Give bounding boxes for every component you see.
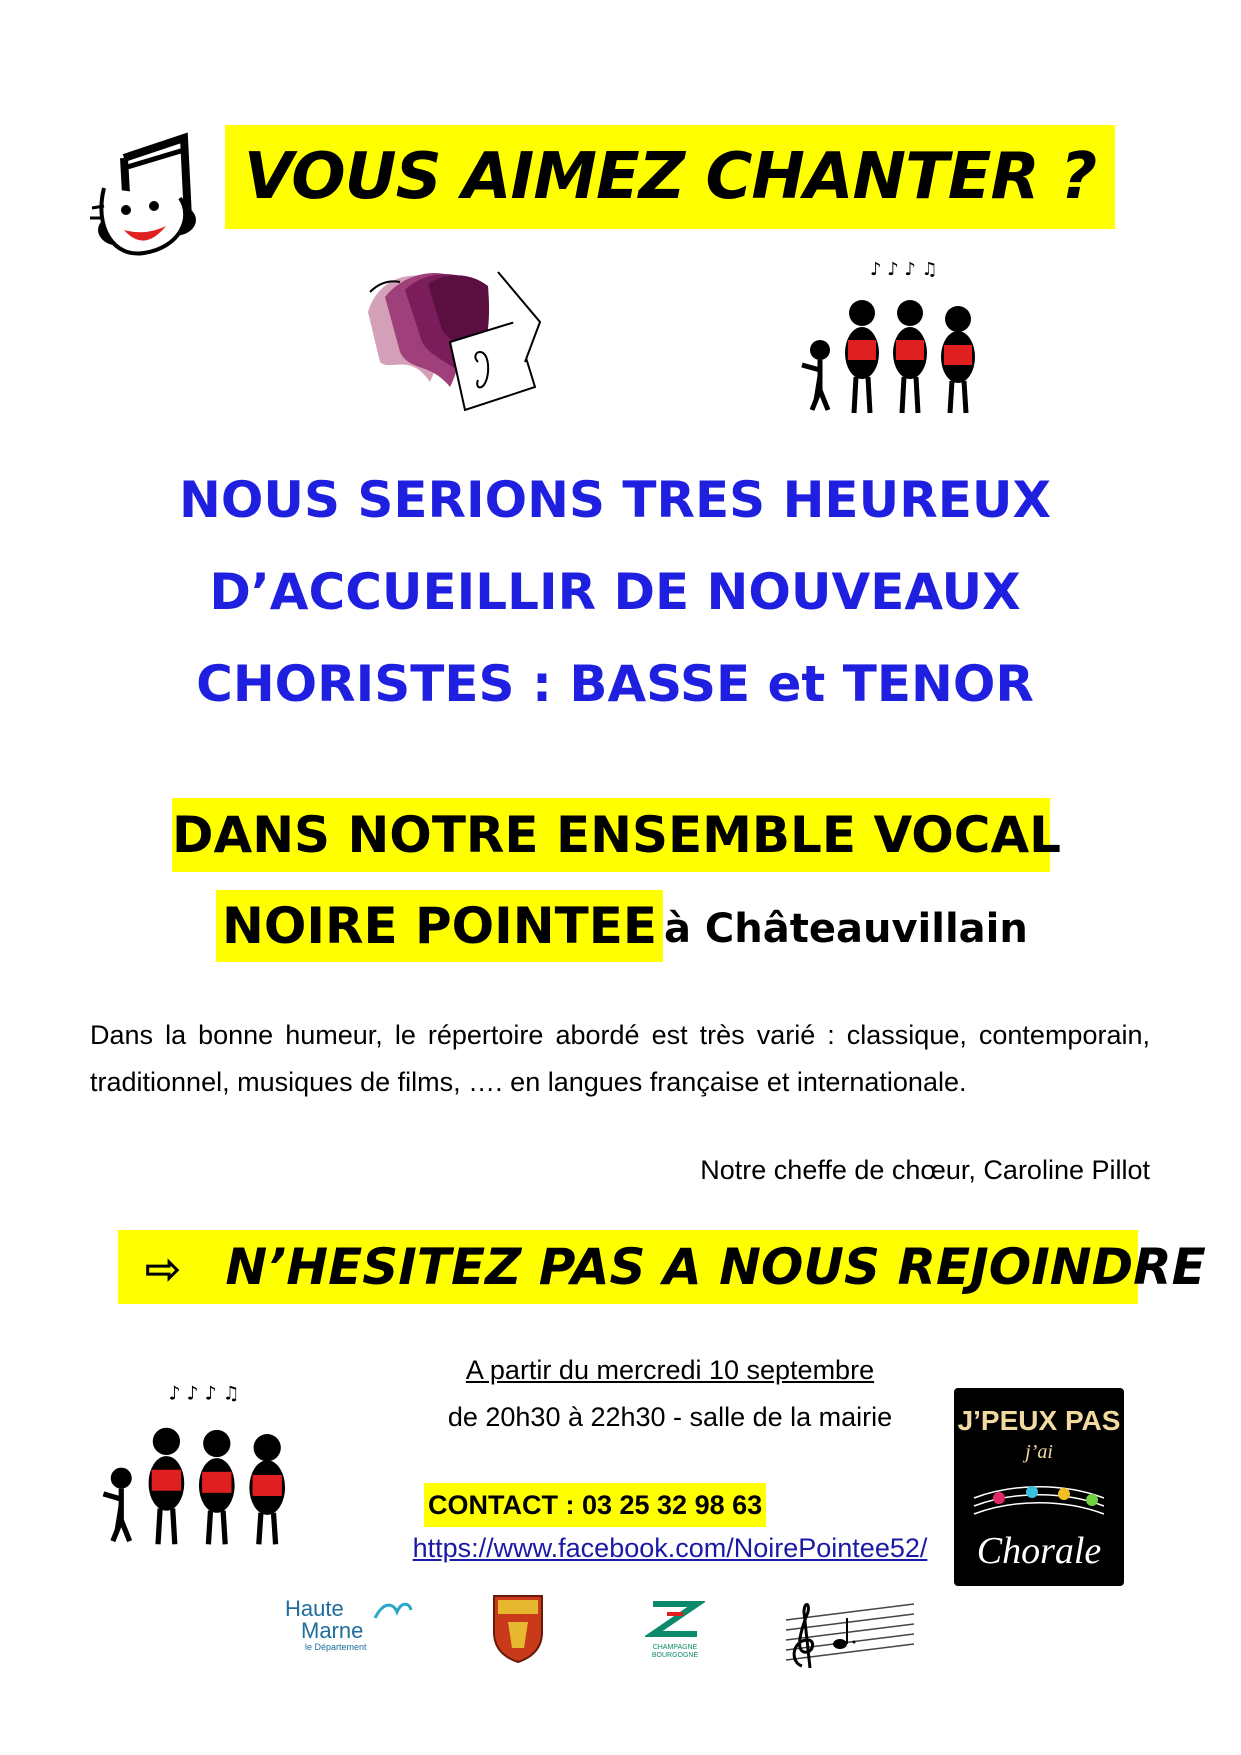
conductor-signature: Notre cheffe de chœur, Caroline Pillot xyxy=(700,1155,1150,1185)
description-paragraph: Dans la bonne humeur, le répertoire abordé est très varié : classique, contemporain, traditionnel, musiques de films, …. en langues française et internationale. xyxy=(90,1020,1150,1097)
singing-note-icon xyxy=(84,118,204,268)
ensemble-heading: DANS NOTRE ENSEMBLE VOCAL xyxy=(172,798,1050,872)
page-title: VOUS AIMEZ CHANTER ? xyxy=(225,125,1115,229)
welcome-line-3: CHORISTES : BASSE et TENOR xyxy=(196,655,1034,713)
choir-name: NOIRE POINTEE xyxy=(216,890,663,962)
join-banner xyxy=(118,1230,1206,1304)
welcome-line-1: NOUS SERIONS TRES HEUREUX xyxy=(179,471,1051,529)
choir-profiles-illustration xyxy=(350,252,550,412)
singing-choir-icon-bottom xyxy=(95,1375,305,1555)
credit-agricole-icon xyxy=(645,1594,705,1640)
arrow-right-icon: ⇨ xyxy=(144,1244,182,1295)
start-date: A partir du mercredi 10 septembre xyxy=(465,1355,875,1385)
noire-pointee-staff-logo xyxy=(780,1592,920,1674)
jpeux-pas-chorale-badge xyxy=(954,1388,1124,1586)
badge-bottom-text: Chorale xyxy=(976,1530,1102,1572)
haute-marne-logo xyxy=(285,1598,415,1668)
join-text: N’HESITEZ PAS A NOUS REJOINDRE xyxy=(225,1238,1206,1296)
haute-marne-word-2: Marne xyxy=(301,1618,364,1643)
chorale-badge-art xyxy=(954,1388,1124,1586)
haute-marne-bird-icon xyxy=(373,1598,413,1622)
svg-text:♪ ♪ ♪ ♫: ♪ ♪ ♪ ♫ xyxy=(870,259,938,280)
haute-marne-word-3: le Département xyxy=(305,1642,367,1652)
welcome-line-2: D’ACCUEILLIR DE NOUVEAUX xyxy=(209,563,1021,621)
credit-agricole-logo xyxy=(630,1594,720,1674)
facebook-link[interactable]: https://www.facebook.com/NoirePointee52/ xyxy=(412,1533,928,1563)
contact-phone: CONTACT : 03 25 32 98 63 xyxy=(424,1483,766,1527)
credit-agricole-region: CHAMPAGNE BOURGOGNE xyxy=(651,1644,699,1659)
badge-middle-text: j’ai xyxy=(1025,1441,1053,1463)
coat-of-arms-icon xyxy=(490,1592,546,1664)
svg-text:♪ ♪ ♪ ♫: ♪ ♪ ♪ ♫ xyxy=(168,1382,240,1405)
haute-marne-word-1: Haute xyxy=(285,1596,344,1621)
badge-top-text: J’PEUX PAS xyxy=(957,1405,1121,1436)
rehearsal-hours: de 20h30 à 22h30 - salle de la mairie xyxy=(447,1402,893,1432)
singing-choir-icon xyxy=(790,255,990,420)
choir-location: à Châteauvillain xyxy=(664,906,1028,952)
